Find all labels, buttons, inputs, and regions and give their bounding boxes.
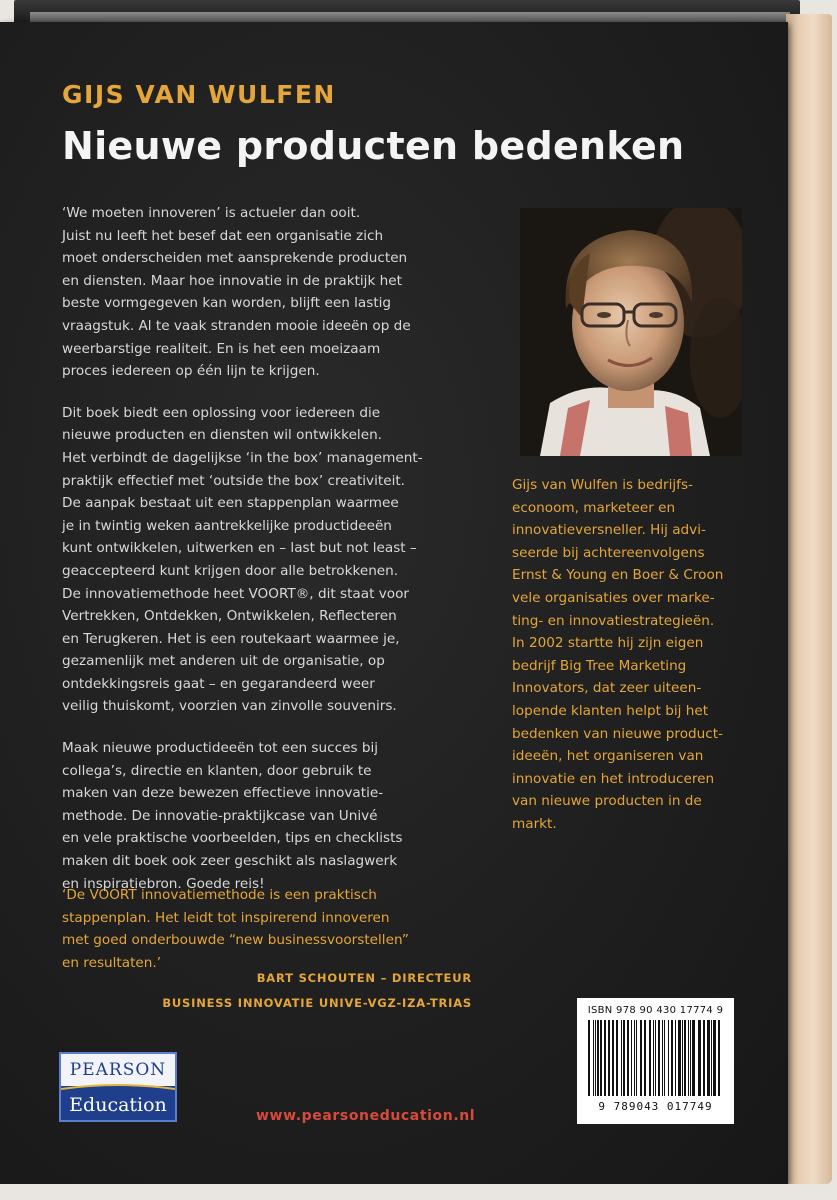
- bio-line: vele organisaties over marke-: [512, 589, 715, 606]
- blurb-column: [62, 202, 494, 914]
- book-spine: [786, 14, 832, 1184]
- author-heading: GIJS VAN WULFEN: [62, 80, 336, 109]
- attribution-line: BUSINESS INNOVATIE UNIVE-VGZ-IZA-TRIAS: [162, 996, 472, 1010]
- blurb-line: gezamenlijk met anderen uit de organisatie, op: [62, 653, 385, 670]
- bio-line: lopende klanten helpt bij het: [512, 702, 709, 719]
- barcode-bar: [664, 1020, 665, 1096]
- blurb-line: je in twintig weken aantrekkelijke productideeën: [62, 517, 392, 534]
- attribution-line: BART SCHOUTEN – DIRECTEUR: [256, 971, 472, 985]
- blurb-line: Maak nieuwe productideeën tot een succes bij: [62, 740, 379, 757]
- barcode-bar: [658, 1020, 660, 1096]
- blurb-line: De innovatiemethode heet VOORT®, dit staat voor: [62, 585, 409, 602]
- isbn-label: ISBN 978 90 430 17774 9: [587, 1005, 724, 1016]
- barcode-bar: [682, 1020, 683, 1096]
- isbn-barcode: [577, 998, 734, 1124]
- background-strip: [0, 1184, 837, 1200]
- book-page-block: [30, 12, 790, 22]
- quote-line: en resultaten.’: [62, 954, 162, 971]
- bio-line: van nieuwe producten in de: [512, 793, 702, 810]
- barcode-bar: [631, 1020, 632, 1096]
- blurb-line: Het verbindt de dagelijkse ‘in the box’ management-: [62, 449, 423, 466]
- blurb-paragraph-1: [62, 202, 494, 383]
- barcode-bar: [707, 1020, 710, 1096]
- barcode-bar: [621, 1020, 622, 1096]
- blurb-line: maken dit boek ook zeer geschikt als naslagwerk: [62, 853, 398, 870]
- isbn-digits: 9 789043 017749: [598, 1100, 713, 1113]
- author-photo: [520, 208, 742, 456]
- author-portrait-illustration: [520, 208, 742, 456]
- author-bio: [512, 474, 774, 836]
- barcode-bar: [612, 1020, 614, 1096]
- blurb-line: kunt ontwikkelen, uitwerken en – last but not least –: [62, 540, 417, 557]
- barcode-bar: [588, 1020, 590, 1096]
- blurb-line: ‘We moeten innoveren’ is actueler dan ooit.: [62, 205, 361, 221]
- blurb-paragraph-2: [62, 402, 494, 718]
- blurb-line: beste vormgegeven kan worden, blijft een lastig: [62, 295, 392, 312]
- blurb-line: proces iedereen op één lijn te krijgen.: [62, 363, 320, 380]
- blurb-line: collega’s, directie en klanten, door gebruik te: [62, 762, 372, 779]
- barcode-bar: [600, 1020, 602, 1096]
- blurb-line: nieuwe producten en diensten wil ontwikkelen.: [62, 427, 383, 444]
- bio-line: bedrijf Big Tree Marketing: [512, 657, 687, 674]
- barcode-bars: [586, 1020, 726, 1096]
- bio-line: innovatieversneller. Hij advi-: [512, 522, 706, 539]
- barcode-bar: [644, 1020, 646, 1096]
- blurb-line: moet onderscheiden met aansprekende producten: [62, 250, 408, 267]
- barcode-bar: [623, 1020, 625, 1096]
- blurb-line: ontdekkingsreis gaat – en gegarandeerd weer: [62, 675, 375, 692]
- publisher-website: www.pearsoneducation.nl: [256, 1108, 476, 1124]
- quote-line: stappenplan. Het leidt tot inspirerend innoveren: [62, 909, 390, 926]
- quote-line: met goed onderbouwde “new businessvoorstellen”: [62, 932, 409, 949]
- blurb-paragraph-3: [62, 737, 494, 895]
- bio-line: markt.: [512, 815, 557, 832]
- bio-line: Gijs van Wulfen is bedrijfs-: [512, 477, 693, 493]
- blurb-line: weerbarstige realiteit. En is het een moeizaam: [62, 340, 381, 357]
- barcode-bar: [640, 1020, 642, 1096]
- barcode-bar: [595, 1020, 596, 1096]
- blurb-line: en inspiratiebron. Goede reis!: [62, 875, 265, 892]
- testimonial-quote: [62, 884, 494, 974]
- barcode-bar: [703, 1020, 705, 1096]
- blurb-line: methode. De innovatie-praktijkcase van Univé: [62, 807, 378, 824]
- bio-line: econoom, marketeer en: [512, 499, 676, 516]
- spine-fragment: [821, 930, 835, 990]
- barcode-bar: [698, 1020, 701, 1096]
- barcode-bar: [711, 1020, 712, 1096]
- blurb-line: Juist nu leeft het besef dat een organisatie zich: [62, 227, 384, 244]
- barcode-bar: [678, 1020, 681, 1096]
- barcode-bar: [662, 1020, 663, 1096]
- barcode-bar: [597, 1020, 599, 1096]
- barcode-bar: [636, 1020, 637, 1096]
- blurb-line: maken van deze bewezen effectieve innovatie-: [62, 785, 384, 802]
- blurb-line: Vertrekken, Ontdekken, Ontwikkelen, Reflecteren: [62, 608, 397, 625]
- logo-bottom-text: Education: [69, 1094, 167, 1116]
- barcode-bar: [649, 1020, 651, 1096]
- blurb-line: veilig thuiskomt, voorzien van zinvolle souvenirs.: [62, 698, 397, 715]
- blurb-line: Dit boek biedt een oplossing voor iedereen die: [62, 404, 381, 421]
- barcode-bar: [627, 1020, 629, 1096]
- barcode-bar: [690, 1020, 691, 1096]
- barcode-bar: [653, 1020, 654, 1096]
- barcode-bar: [655, 1020, 656, 1096]
- barcode-bar: [668, 1020, 669, 1096]
- logo-top-text: PEARSON: [61, 1054, 175, 1086]
- bio-line: ting- en innovatiestrategieën.: [512, 612, 715, 629]
- barcode-bar: [688, 1020, 689, 1096]
- book-title: Nieuwe producten bedenken: [62, 124, 685, 168]
- barcode-bar: [634, 1020, 635, 1096]
- bio-line: bedenken van nieuwe product-: [512, 725, 723, 742]
- quote-attribution: [62, 966, 472, 1016]
- barcode-bar: [692, 1020, 695, 1096]
- bio-line: seerde bij achtereenvolgens: [512, 544, 705, 561]
- barcode-bar: [675, 1020, 676, 1096]
- barcode-bar: [593, 1020, 594, 1096]
- bio-line: In 2002 startte hij zijn eigen: [512, 635, 704, 652]
- blurb-line: en diensten. Maar hoe innovatie in de praktijk het: [62, 272, 402, 289]
- blurb-line: praktijk effectief met ‘outside the box’ creativiteit.: [62, 472, 406, 489]
- barcode-bar: [684, 1020, 686, 1096]
- blurb-line: en vele praktische voorbeelden, tips en checklists: [62, 830, 403, 847]
- barcode-bar: [608, 1020, 610, 1096]
- pearson-education-logo: [59, 1052, 177, 1122]
- barcode-bar: [713, 1020, 716, 1096]
- bio-line: innovatie en het introduceren: [512, 770, 715, 787]
- bio-line: Ernst & Young en Boer & Croon: [512, 567, 724, 584]
- blurb-line: vraagstuk. Al te vaak stranden mooie ideeën op de: [62, 317, 411, 334]
- bio-line: ideeën, het organiseren van: [512, 748, 704, 765]
- quote-line: ‘De VOORT innovatiemethode is een praktisch: [62, 887, 377, 903]
- blurb-line: geaccepteerd kunt krijgen door alle betrokkenen.: [62, 562, 399, 579]
- barcode-bar: [671, 1020, 673, 1096]
- barcode-bar: [604, 1020, 606, 1096]
- barcode-bar: [718, 1020, 720, 1096]
- blurb-line: en Terugkeren. Het is een routekaart waarmee je,: [62, 630, 400, 647]
- blurb-line: De aanpak bestaat uit een stappenplan waarmee: [62, 495, 399, 512]
- barcode-bar: [616, 1020, 618, 1096]
- bio-line: Innovators, dat zeer uiteen-: [512, 680, 702, 697]
